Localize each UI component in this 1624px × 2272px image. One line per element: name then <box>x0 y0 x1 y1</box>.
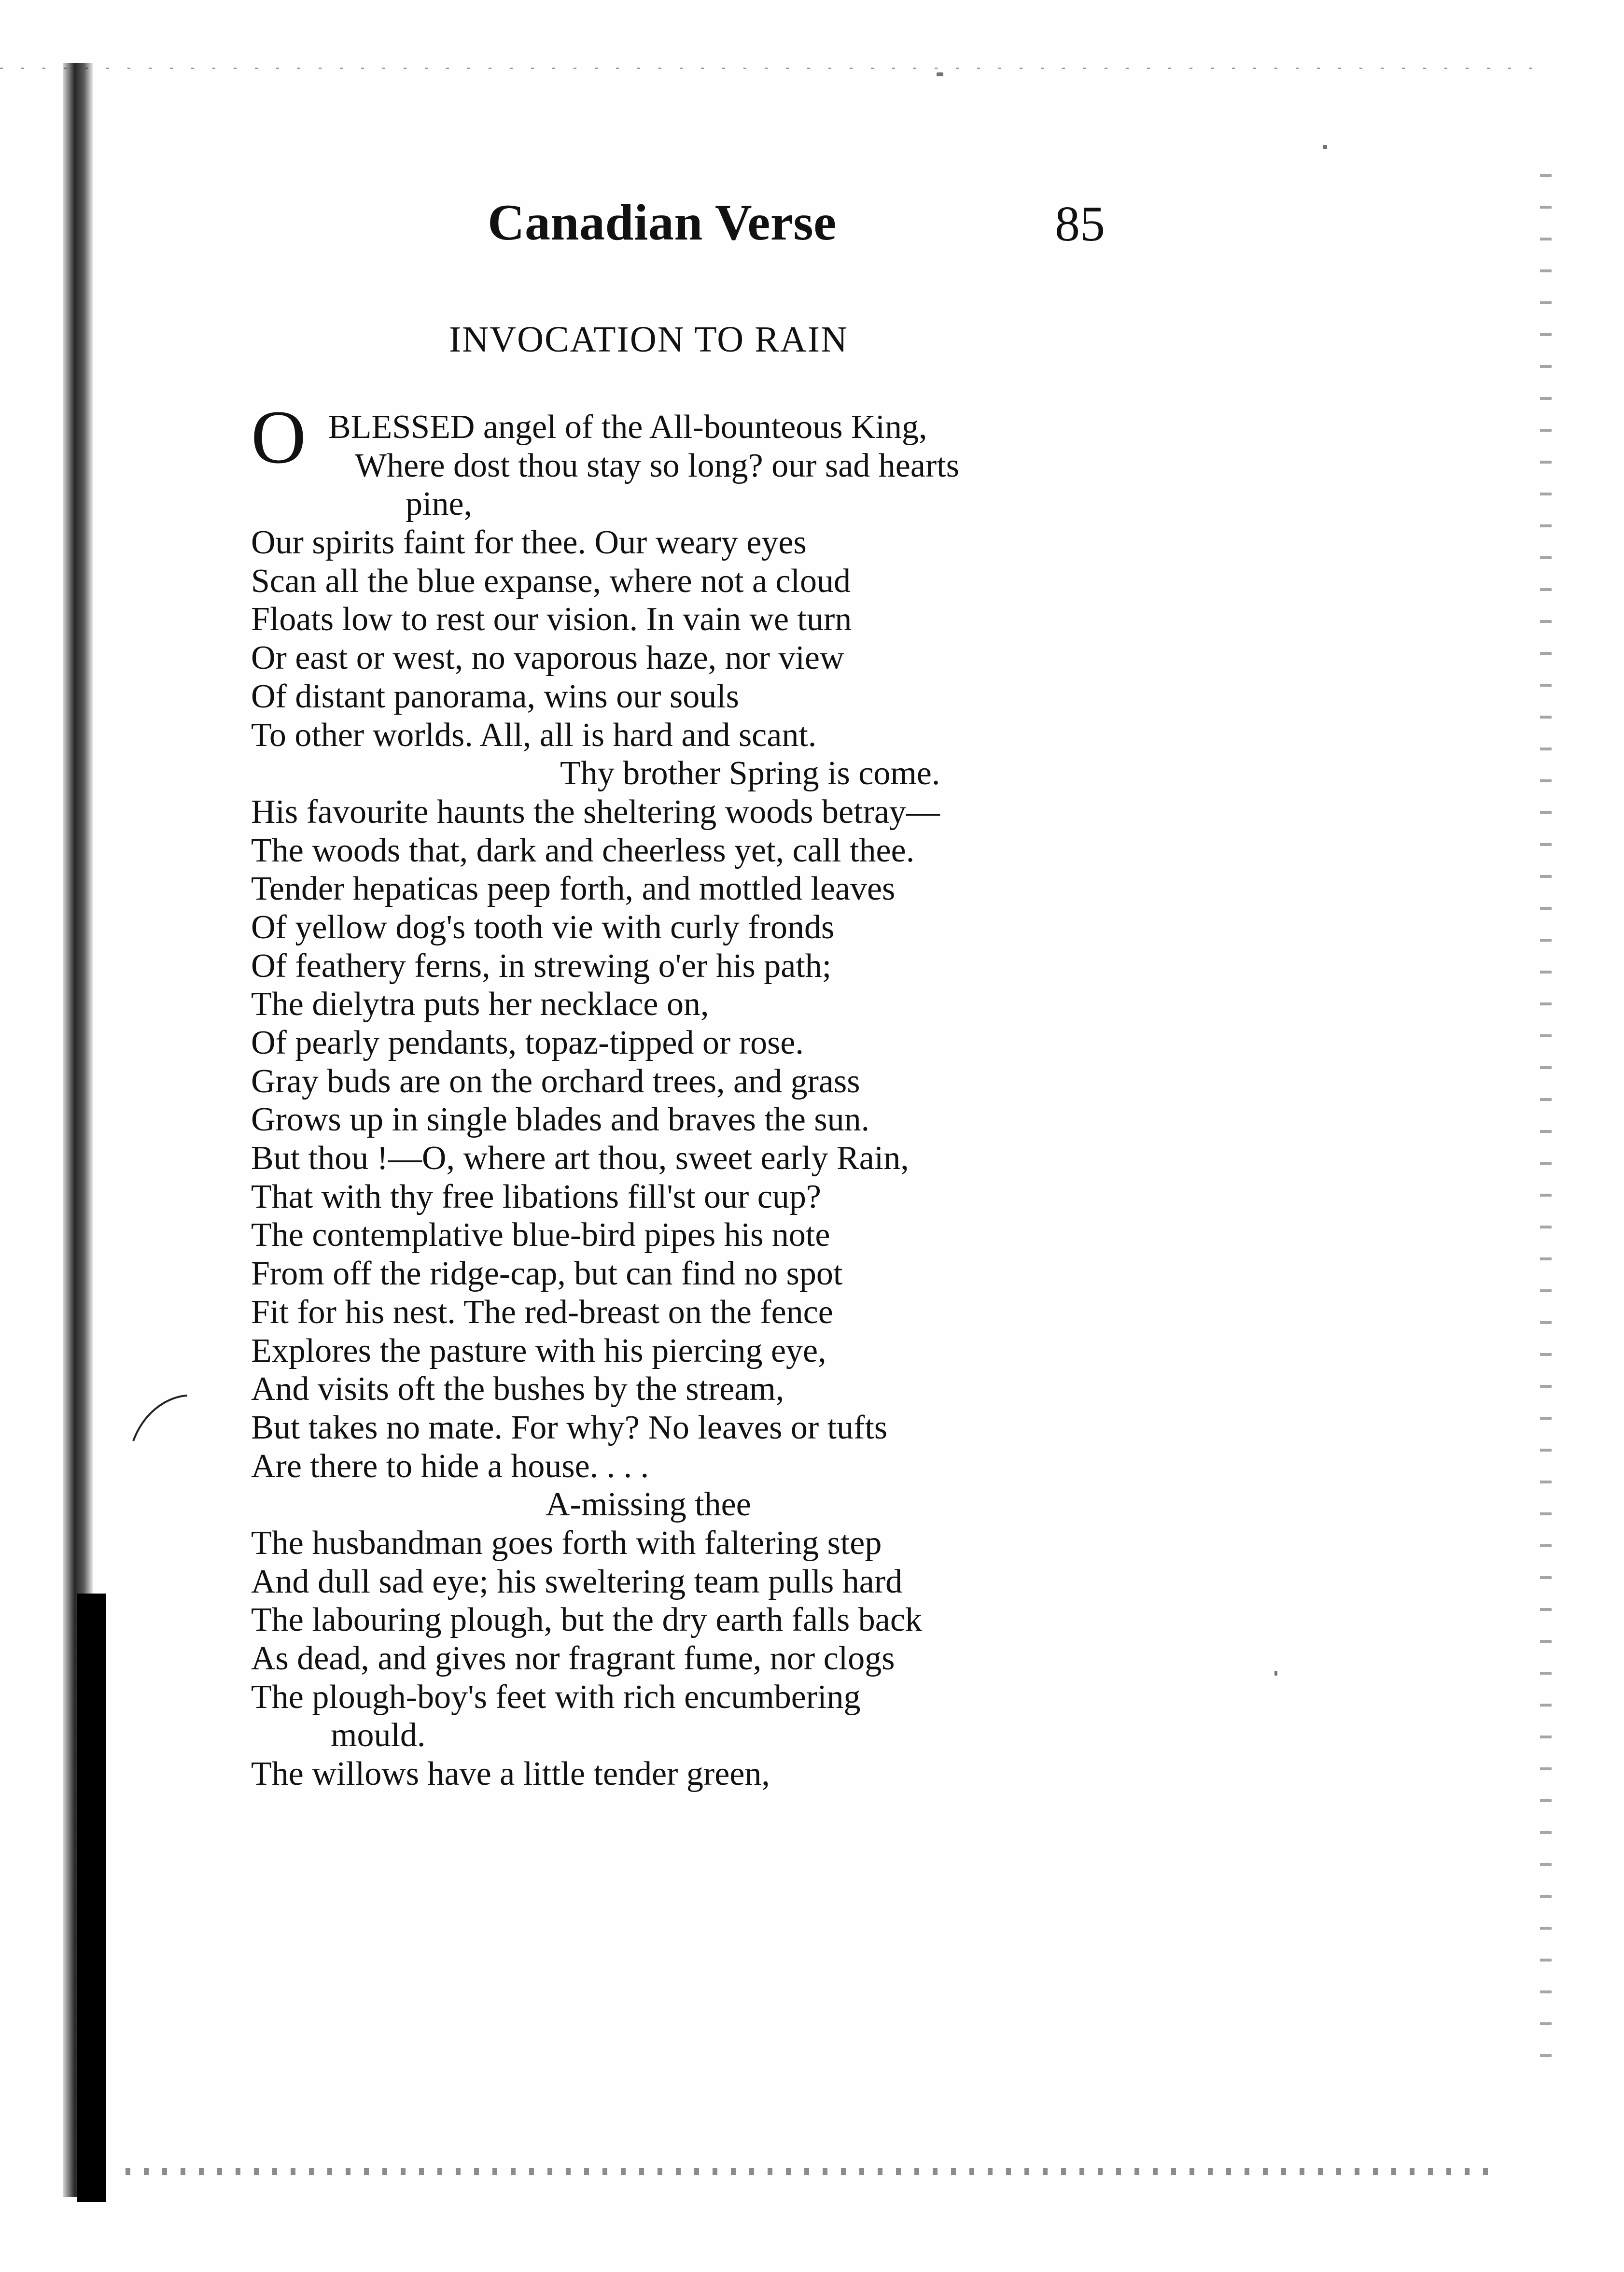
running-head: Canadian Verse <box>488 194 837 251</box>
binding-edge-shadow-lower <box>77 1594 106 2202</box>
poem-line: Of pearly pendants, topaz-tipped or rose. <box>251 1024 804 1061</box>
poem-line: Or east or west, no vaporous haze, nor view <box>251 639 844 677</box>
poem-line: The woods that, dark and cheerless yet, call thee. <box>251 832 915 869</box>
poem-line: From off the ridge-cap, but can find no spot <box>251 1255 843 1293</box>
poem-line: Thy brother Spring is come. <box>560 755 940 792</box>
bottom-edge-scan-noise <box>126 2168 1501 2175</box>
poem-line: The husbandman goes forth with faltering step <box>251 1524 882 1562</box>
poem-line: The dielytra puts her necklace on, <box>251 986 709 1023</box>
poem-line: But thou !—O, where art thou, sweet early Rain, <box>251 1140 909 1177</box>
poem-line: Of feathery ferns, in strewing o'er his path; <box>251 947 832 985</box>
right-edge-scan-noise <box>1540 145 1552 2076</box>
poem-line: Are there to hide a house. . . . <box>251 1447 649 1485</box>
poem-line: To other worlds. All, all is hard and scant. <box>251 716 817 754</box>
poem-line: The willows have a little tender green, <box>251 1755 770 1793</box>
poem-body <box>251 395 1115 1793</box>
poem-title: INVOCATION TO RAIN <box>449 319 848 360</box>
poem-line: Tender hepaticas peep forth, and mottled leaves <box>251 870 896 908</box>
poem-line: mould. <box>331 1717 426 1754</box>
poem-line: Scan all the blue expanse, where not a cloud <box>251 562 851 600</box>
scan-speck <box>1274 1671 1277 1676</box>
poem-line: Fit for his nest. The red-breast on the fence <box>251 1293 833 1331</box>
poem-line: pine, <box>406 485 473 523</box>
poem-line: Of yellow dog's tooth vie with curly fronds <box>251 908 835 946</box>
poem-line: His favourite haunts the sheltering woods betray— <box>251 793 940 831</box>
poem-line: BLESSED angel of the All-bounteous King, <box>328 409 927 446</box>
poem-line: Where dost thou stay so long? our sad hearts <box>355 447 959 484</box>
scan-speck <box>937 72 943 76</box>
poem-line: Floats low to rest our vision. In vain we turn <box>251 601 852 638</box>
poem-line: But takes no mate. For why? No leaves or tufts <box>251 1409 888 1446</box>
poem-line: That with thy free libations fill'st our cup? <box>251 1178 821 1215</box>
page-number: 85 <box>1055 196 1105 252</box>
scan-speck <box>1323 145 1327 149</box>
poem-line: A-missing thee <box>546 1486 751 1524</box>
poem-line: Explores the pasture with his piercing eye, <box>251 1332 826 1369</box>
poem-line: The contemplative blue-bird pipes his note <box>251 1216 830 1254</box>
poem-line: And visits oft the bushes by the stream, <box>251 1370 784 1408</box>
poem-line: Gray buds are on the orchard trees, and grass <box>251 1062 860 1100</box>
drop-cap: O <box>251 395 307 480</box>
top-scan-noise <box>0 68 1545 69</box>
page-header <box>488 193 1115 266</box>
poem-line: As dead, and gives nor fragrant fume, nor clogs <box>251 1640 895 1677</box>
poem-line: Of distant panorama, wins our souls <box>251 677 739 715</box>
poem-line: Grows up in single blades and braves the sun. <box>251 1101 870 1139</box>
poem-line: The labouring plough, but the dry earth falls back <box>251 1601 922 1639</box>
poem-line: Our spirits faint for thee. Our weary eyes <box>251 524 807 562</box>
margin-pencil-mark <box>130 1391 188 1444</box>
poem-line: And dull sad eye; his sweltering team pulls hard <box>251 1563 903 1600</box>
poem-line: The plough-boy's feet with rich encumbering <box>251 1678 861 1716</box>
